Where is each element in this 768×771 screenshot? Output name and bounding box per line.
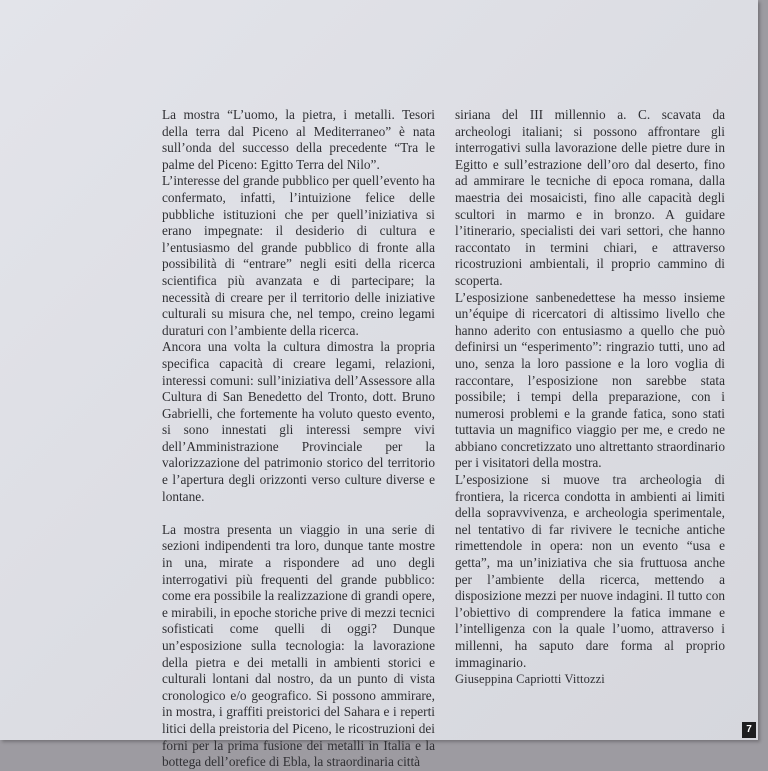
paragraph-culture-bonds: Ancora una volta la cultura dimostra la propria specifica capacità di creare legami, relazioni, interessi comuni: sull’iniziativa dell’Assessore alla Cultura di San Benedetto del Tronto, dott. Bruno Gabrielli, che fortemente ha voluto questo evento, si sono innestati gli interessi sempre vivi dell’Amministrazione Provinciale per la valorizzazione del patrimonio storico del territorio e l’apertura degli orizzonti verso culture diverse e lontane. bbox=[162, 339, 435, 504]
author-signature: Giuseppina Capriotti Vittozzi bbox=[455, 672, 605, 687]
paragraph-gap bbox=[162, 505, 435, 522]
paragraph-frontier-archaeology: L’esposizione si muove tra archeologia di frontiera, la ricerca condotta in ambienti ai limiti della sopravvivenza, e archeologia sperimentale, nel tentativo di far rivivere le tecniche antiche rimettendole in opera: non un evento “usa e getta”, ma un’iniziativa che sia fruttuosa anche per l’ambiente della ricerca, mettendo a disposizione mezzi per nuove indagini. Il tutto con l’obiettivo di comprendere la fatica immane e l’intelligenza con la quale l’uomo, attraverso i millenni, ha saputo dare forma al proprio immaginario. bbox=[455, 472, 725, 670]
paragraph-exhibition-journey: La mostra presenta un viaggio in una serie di sezioni indipendenti tra loro, dunque tante mostre in una, mirate a rispondere ad uno degli interrogativi più frequenti del grande pubblico: come era possibile la realizzazione di grandi opere, e mirabili, in epoche storiche prive di mezzi tecnici sofisticati come quelli di oggi? Dunque un’esposizione sulla tecnologia: la lavorazione della pietra e dei metalli in ambienti storici e culturali lontani dal nostro, da un punto di vista cronologico e/o geografico. Si possono ammirare, in mostra, i graffiti preistorici del Sahara e i reperti litici della preistoria del Piceno, le ricostruzioni dei forni per la prima fusione dei metalli in Italia e la bottega dell’orefice di Ebla, la straordinaria città bbox=[162, 521, 435, 770]
paragraph-continuation: siriana del III millennio a. C. scavata da archeologi italiani; si possono affrontare gli interrogativi sulla lavorazione delle pietre dure in Egitto e sull’estrazione dell’oro dal deserto, fino ad ammirare le tecniche di epoca romana, dalla maestria dei mosaicisti, fino alle capacità degli scultori in marmo e in bronzo. A guidare l’itinerario, specialisti dei vari settori, che hanno raccontato in termini chiari, e attraverso ricostruzioni ambientali, il proprio cammino di scoperta. bbox=[455, 107, 725, 288]
paragraph-research-team: L’esposizione sanbenedettese ha messo insieme un’équipe di ricercatori di altissimo livello che hanno aderito con entusiasmo a quello che può definirsi un “esperimento”: ringrazio tutti, uno ad uno, senza la loro passione e la loro voglia di raccontare, l’esposizione non sarebbe stata possibile; i tempi della preparazione, con i numerosi problemi e la grande fatica, sono stati tuttavia un magnifico viaggio per me, e credo ne abbiano concretizzato uno altrettanto straordinario per i visitatori della mostra. bbox=[455, 289, 725, 471]
left-text-column bbox=[162, 107, 435, 771]
paragraph-intro: La mostra “L’uomo, la pietra, i metalli. Tesori della terra dal Piceno al Mediterraneo” è nata sull’onda del successo della precedente “Tra le palme del Piceno: Egitto Terra del Nilo”. bbox=[162, 107, 435, 172]
page-number: 7 bbox=[742, 722, 756, 738]
right-text-column bbox=[455, 107, 725, 688]
paragraph-public-interest: L’interesse del grande pubblico per quell’evento ha confermato, infatti, l’intuizione felice delle pubbliche istituzioni che per quell’iniziativa si erano impegnate: il desiderio di cultura e l’entusiasmo del grande pubblico di fronte alla possibilità di “entrare” negli esiti della ricerca scientifica più avanzata e di partecipare; la necessità di creare per il territorio delle iniziative culturali su misura che, nel tempo, creino legami duraturi con l’ambiente della ricerca. bbox=[162, 173, 435, 338]
